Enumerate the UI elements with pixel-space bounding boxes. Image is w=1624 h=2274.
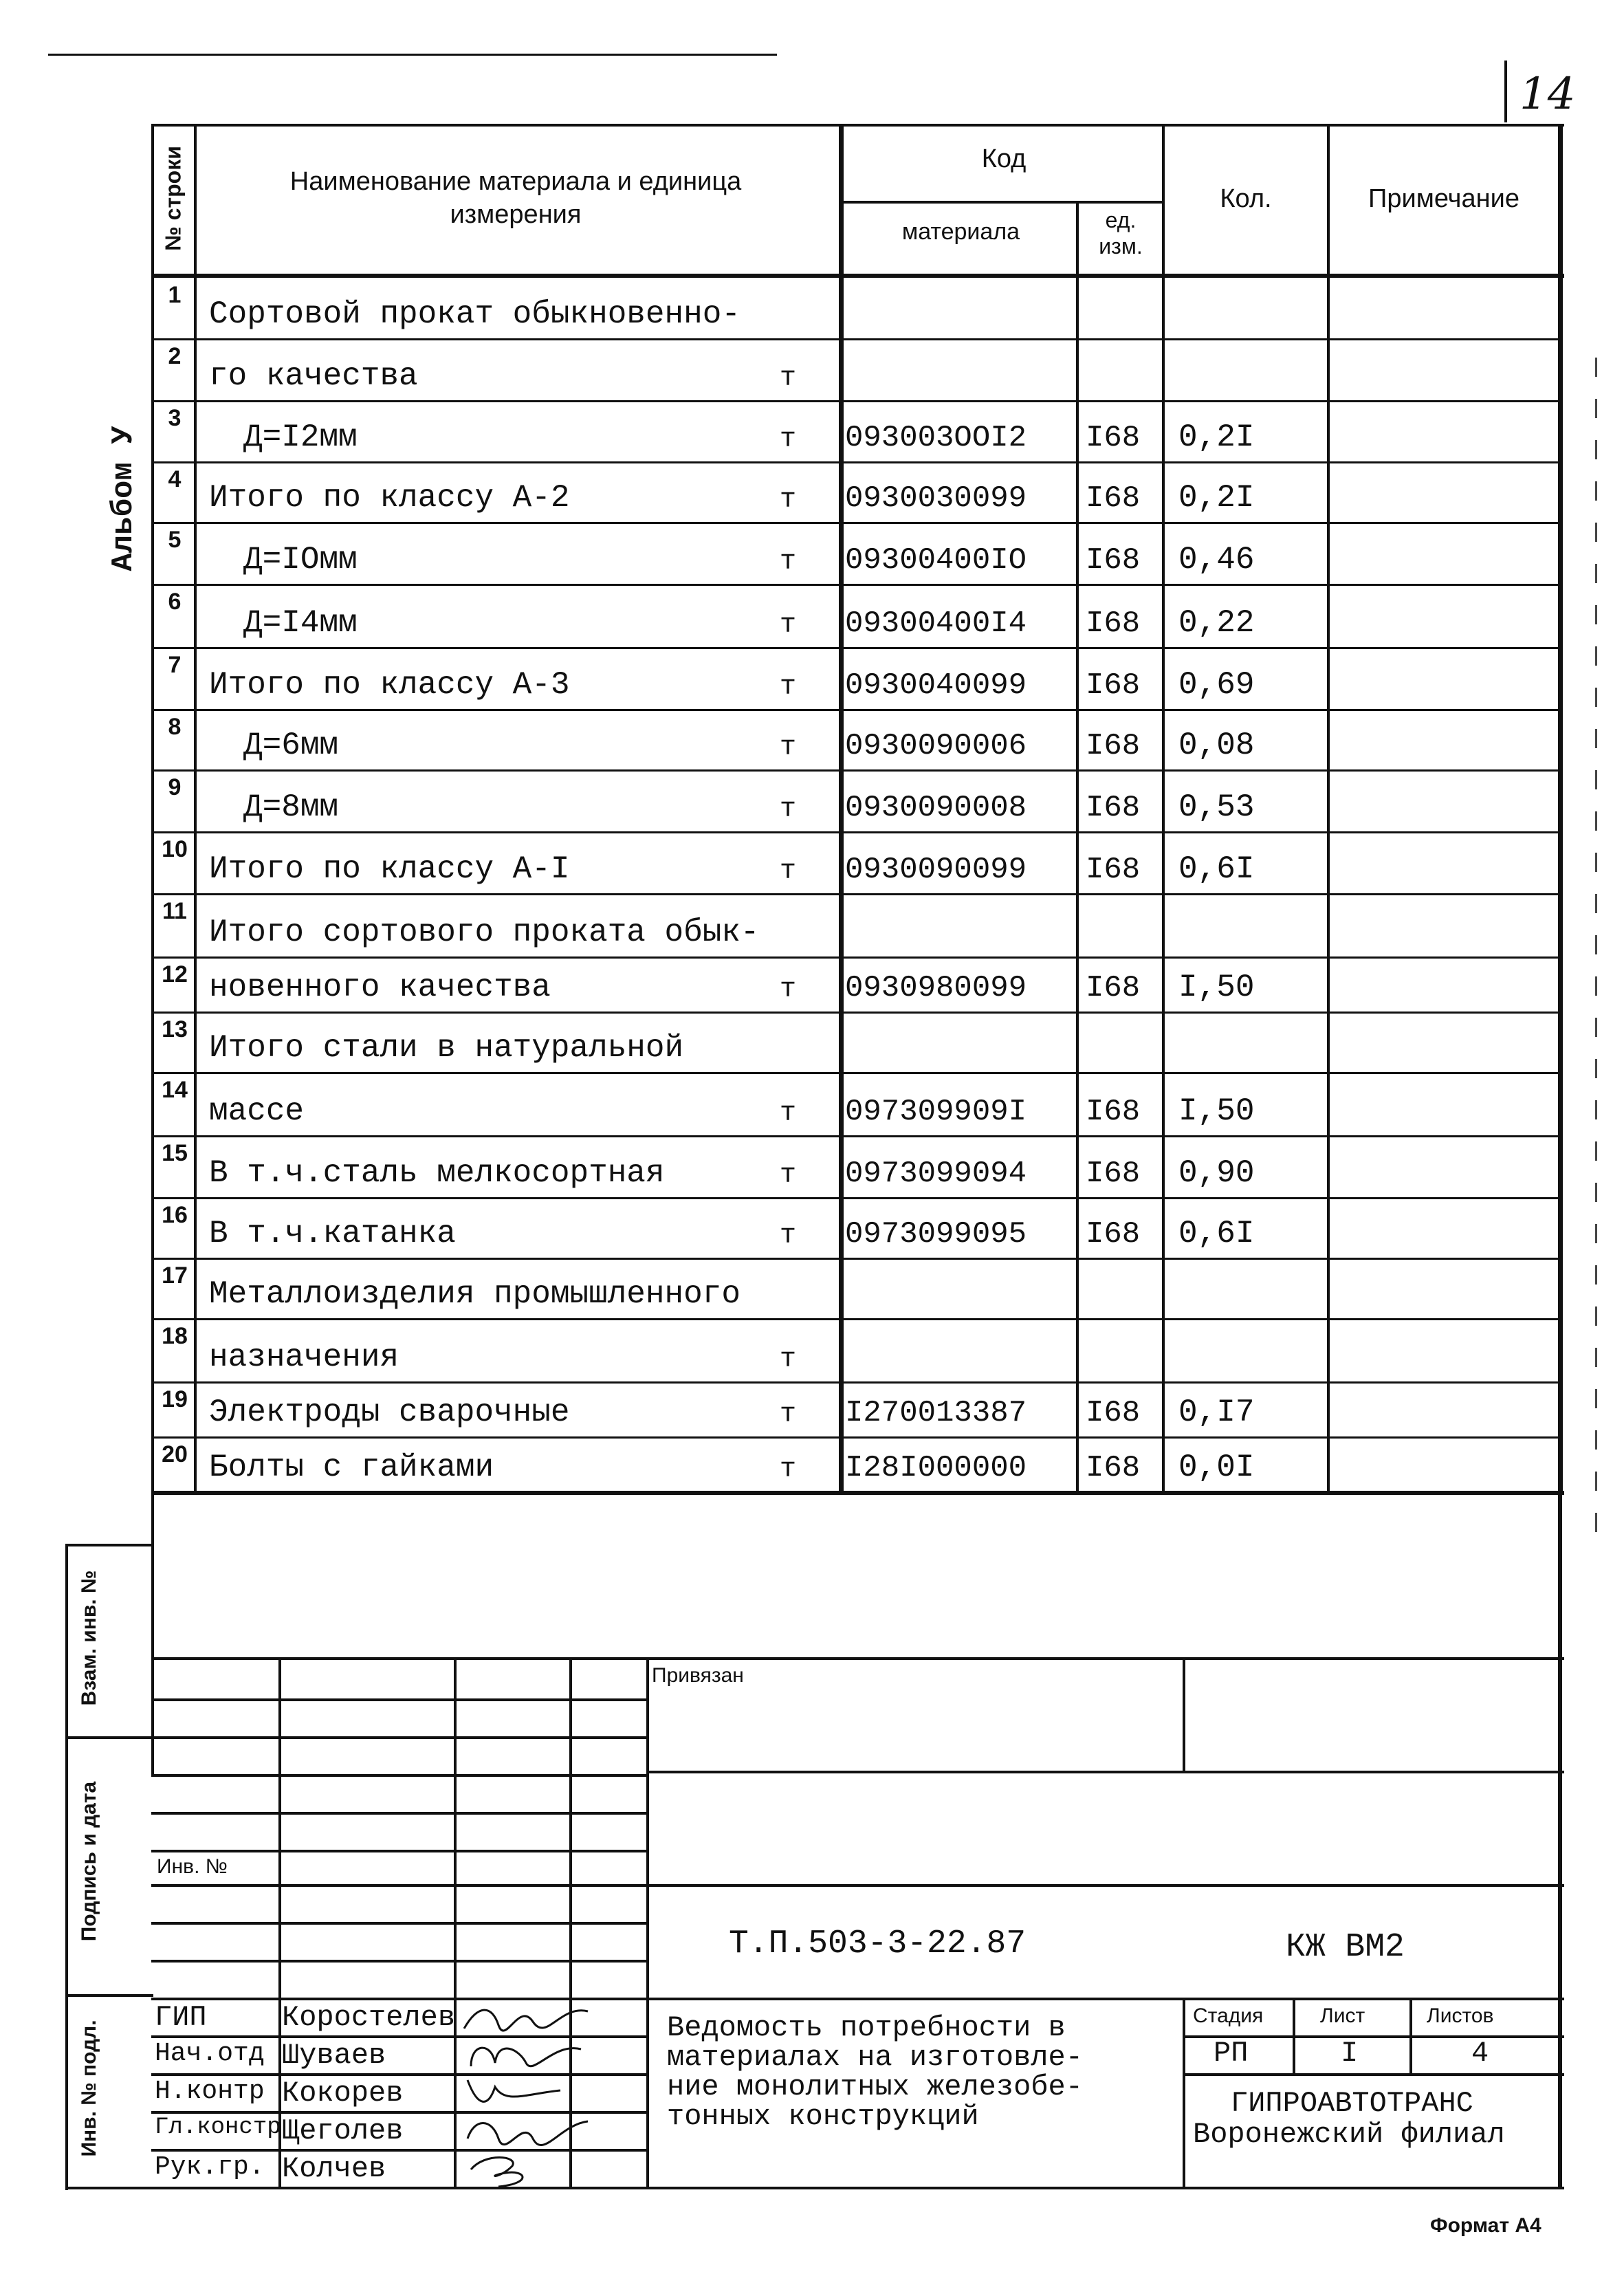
row-number: 15 (162, 1140, 188, 1166)
row-qty: 0,22 (1178, 605, 1255, 641)
row-name: Электроды сварочные (209, 1395, 570, 1430)
signature-3 (457, 2073, 595, 2111)
table-row (154, 1198, 1560, 1258)
row-unit-code: I68 (1086, 729, 1141, 763)
row-name: го качества (209, 358, 418, 394)
row-unit: т (780, 856, 797, 887)
role-3: Н.контр (155, 2077, 265, 2106)
row-qty: 0,08 (1178, 728, 1255, 763)
name-5: Колчев (282, 2152, 386, 2185)
page-number: 14 (1519, 69, 1576, 120)
top-rule (48, 54, 777, 56)
row-unit-code: I68 (1086, 971, 1141, 1005)
row-name: В т.ч.катанка (209, 1216, 456, 1251)
row-code: I270013387 (845, 1396, 1027, 1430)
row-number: 7 (168, 652, 182, 678)
row-number: 16 (162, 1202, 188, 1228)
sheets-value: 4 (1471, 2037, 1489, 2070)
header-name: Наименование материала и единица измерения (289, 167, 742, 229)
table-row (154, 462, 1560, 523)
header-unit-1: ед. (1105, 208, 1137, 232)
row-name: Болты с гайками (209, 1450, 494, 1485)
inv-podl-label: Инв. № подл. (78, 2020, 100, 2157)
row-unit: т (780, 610, 797, 641)
table-row (154, 1319, 1560, 1382)
format-label: Формат А4 (1430, 2214, 1541, 2237)
name-3: Кокорев (282, 2077, 404, 2110)
table-row (154, 278, 1560, 339)
right-edge-marks (1595, 358, 1597, 1554)
signature-4 (457, 2111, 595, 2149)
row-unit: т (780, 1344, 797, 1375)
table-row (154, 1073, 1560, 1136)
row-qty: 0,2I (1178, 480, 1255, 516)
row-unit-code: I68 (1086, 791, 1141, 825)
vzam-inv-label: Взам. инв. № (78, 1570, 100, 1706)
row-number: 13 (162, 1016, 188, 1042)
row-unit-code: I68 (1086, 668, 1141, 703)
row-number: 17 (162, 1262, 188, 1289)
signature-1 (457, 1998, 595, 2035)
row-unit: т (780, 672, 797, 703)
row-qty: 0,2I (1178, 419, 1255, 455)
row-name: В т.ч.сталь мелкосортная (209, 1155, 665, 1191)
row-unit-code: I68 (1086, 1157, 1141, 1191)
header-code: Код (981, 144, 1027, 173)
row-name: Итого стали в натуральной (209, 1030, 684, 1066)
privyazan-label: Привязан (652, 1664, 744, 1687)
header-material: материала (901, 219, 1020, 245)
table-row (154, 710, 1560, 770)
row-number: 11 (162, 898, 187, 924)
row-number: 14 (162, 1077, 188, 1103)
row-name: новенного качества (209, 970, 551, 1005)
row-name: Итого по классу А-I (209, 851, 570, 887)
org-line-1: ГИПРОАВТОТРАНС (1231, 2087, 1473, 2120)
row-number: 8 (168, 714, 182, 740)
doc-title-4: тонных конструкций (667, 2100, 979, 2133)
row-number: 1 (168, 282, 182, 308)
row-name: Итого сортового проката обык- (209, 915, 760, 950)
signature-5 (457, 2149, 595, 2190)
row-code: 09300400IO (845, 543, 1027, 578)
row-number: 12 (162, 961, 188, 987)
row-number: 6 (168, 589, 182, 615)
role-4: Гл.констр (155, 2114, 281, 2141)
org-line-2: Воронежский филиал (1193, 2118, 1505, 2151)
row-unit: т (780, 1098, 797, 1129)
table-row (154, 1437, 1560, 1492)
row-code: 0930090008 (845, 791, 1027, 825)
row-qty: 0,46 (1178, 542, 1255, 578)
row-number: 19 (162, 1386, 188, 1412)
row-code: 093003OOI2 (845, 421, 1027, 455)
row-number: 5 (168, 527, 182, 553)
row-qty: 0,53 (1178, 789, 1255, 825)
row-number: 4 (168, 466, 182, 492)
row-name: Д=I2мм (243, 419, 358, 455)
doc-title-2: материалах на изготовле- (667, 2041, 1083, 2074)
sheet-label: Лист (1320, 2004, 1365, 2027)
row-name: Сортовой прокат обыкновенно- (209, 296, 740, 332)
row-qty: 0,6I (1178, 851, 1255, 887)
row-unit-code: I68 (1086, 1396, 1141, 1430)
row-name: Д=8мм (243, 789, 339, 825)
row-code: 0930090006 (845, 729, 1027, 763)
row-code: 0973099094 (845, 1157, 1027, 1191)
row-name: Д=IOмм (243, 542, 358, 578)
row-unit: т (780, 1454, 797, 1485)
row-unit: т (780, 363, 797, 394)
row-unit-code: I68 (1086, 1451, 1141, 1485)
table-row (154, 1382, 1560, 1437)
name-4: Щеголев (282, 2114, 404, 2147)
page-number-box (1504, 61, 1507, 122)
doc-title-1: Ведомость потребности в (667, 2011, 1066, 2044)
row-code: 097309909I (845, 1095, 1027, 1129)
row-name: назначения (209, 1340, 399, 1375)
table-row (154, 1258, 1560, 1319)
row-number: 20 (162, 1441, 188, 1467)
row-name: Металлоизделия промышленного (209, 1276, 740, 1312)
row-qty: I,50 (1178, 970, 1255, 1005)
table-row (154, 1136, 1560, 1198)
role-5: Рук.гр. (155, 2152, 265, 2182)
row-code: 0930090099 (845, 853, 1027, 887)
row-code: 0930980099 (845, 971, 1027, 1005)
row-unit-code: I68 (1086, 1095, 1141, 1129)
doc-mark: КЖ ВМ2 (1286, 1929, 1405, 1966)
row-number: 18 (162, 1323, 188, 1349)
row-qty: 0,90 (1178, 1155, 1255, 1191)
row-name: Д=6мм (243, 728, 339, 763)
row-unit-code: I68 (1086, 421, 1141, 455)
doc-code: Т.П.503-3-22.87 (729, 1925, 1027, 1963)
sheets-label: Листов (1427, 2004, 1494, 2027)
row-qty: 0,0I (1178, 1450, 1255, 1485)
row-code: 0930040099 (845, 668, 1027, 703)
row-number: 3 (168, 405, 182, 431)
header-qty: Кол. (1220, 184, 1272, 213)
row-unit-code: I68 (1086, 606, 1141, 641)
row-unit: т (780, 1160, 797, 1191)
row-code: I28I000000 (845, 1451, 1027, 1485)
row-name: Итого по классу А-2 (209, 480, 570, 516)
table-row (154, 1012, 1560, 1073)
row-number: 2 (168, 343, 182, 369)
table-row (154, 401, 1560, 462)
stage-label: Стадия (1193, 2004, 1264, 2027)
row-name: Итого по классу А-3 (209, 667, 570, 703)
row-qty: 0,6I (1178, 1216, 1255, 1251)
row-unit: т (780, 1399, 797, 1430)
header-note: Примечание (1368, 184, 1519, 213)
row-qty: 0,69 (1178, 667, 1255, 703)
row-unit: т (780, 547, 797, 578)
table-row (154, 584, 1560, 648)
header-row-no: № строки (160, 146, 186, 251)
table-row (154, 770, 1560, 832)
row-qty: 0,I7 (1178, 1395, 1255, 1430)
row-unit-code: I68 (1086, 481, 1141, 516)
doc-title-3: ние монолитных железобе- (667, 2070, 1083, 2103)
signature-2 (457, 2035, 595, 2073)
row-number: 10 (162, 836, 188, 862)
table-row (154, 832, 1560, 894)
row-unit-code: I68 (1086, 1217, 1141, 1251)
table-row (154, 957, 1560, 1012)
row-name: Д=I4мм (243, 605, 358, 641)
row-unit: т (780, 794, 797, 825)
row-unit: т (780, 974, 797, 1005)
row-qty: I,50 (1178, 1093, 1255, 1129)
name-2: Шуваев (282, 2039, 386, 2072)
side-label: Альбом У (107, 426, 141, 571)
row-unit: т (780, 485, 797, 516)
row-code: 0930030099 (845, 481, 1027, 516)
sheet-value: I (1341, 2037, 1359, 2070)
row-unit: т (780, 1221, 797, 1251)
table-row (154, 648, 1560, 710)
stage-value: РП (1214, 2037, 1249, 2070)
inv-no-label: Инв. № (157, 1855, 228, 1878)
row-unit-code: I68 (1086, 543, 1141, 578)
header-unit-2: изм. (1099, 234, 1143, 259)
row-code: 09300400I4 (845, 606, 1027, 641)
row-number: 9 (168, 774, 182, 800)
role-1: ГИП (155, 2001, 207, 2034)
row-unit: т (780, 732, 797, 763)
row-name: массе (209, 1093, 305, 1129)
table-row (154, 339, 1560, 401)
row-unit-code: I68 (1086, 853, 1141, 887)
table-row (154, 523, 1560, 584)
podpis-data-label: Подпись и дата (78, 1781, 100, 1942)
table-row (154, 894, 1560, 957)
row-code: 0973099095 (845, 1217, 1027, 1251)
name-1: Коростелев (282, 2001, 456, 2034)
row-unit: т (780, 424, 797, 455)
role-2: Нач.отд (155, 2039, 265, 2068)
